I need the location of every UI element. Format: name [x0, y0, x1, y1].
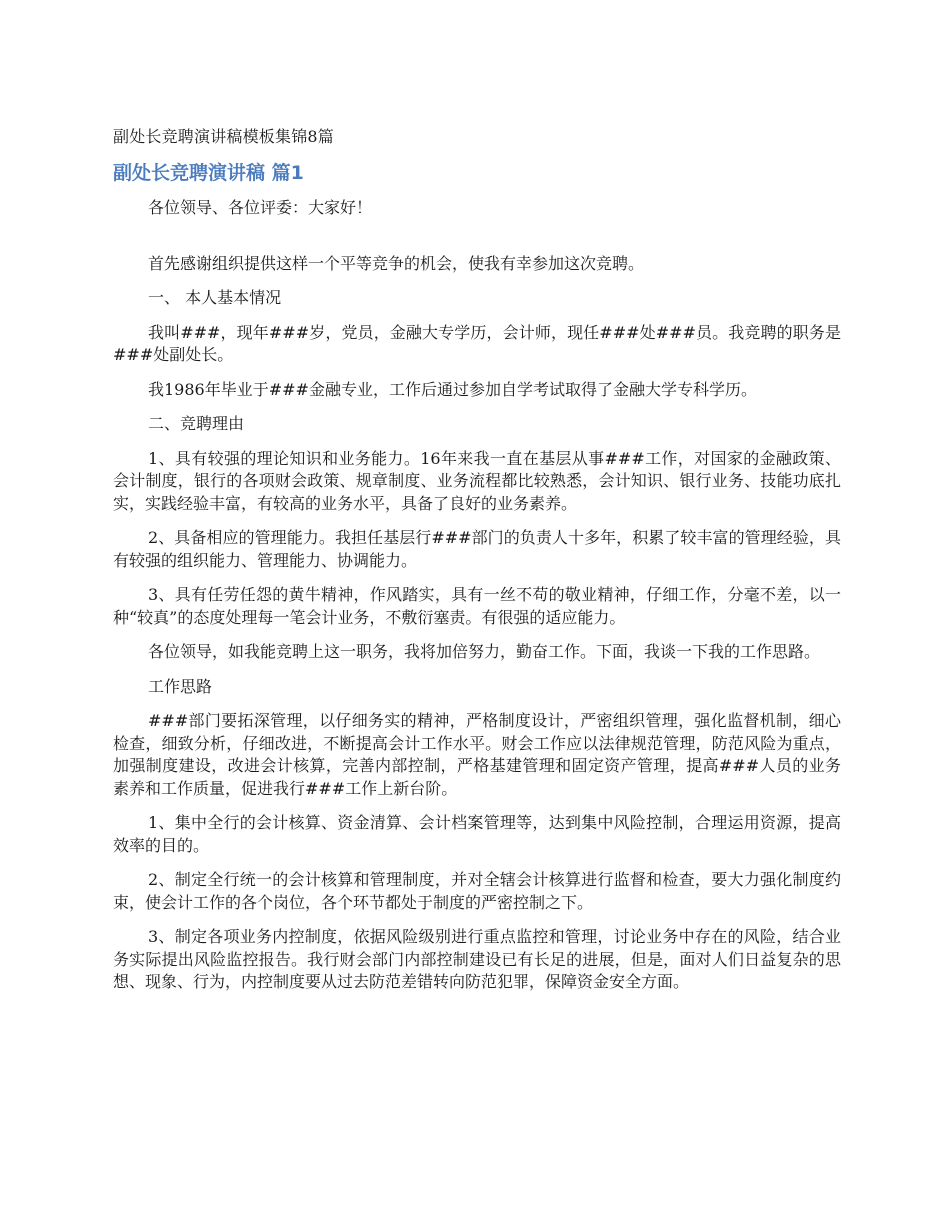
paragraph-greeting: 各位领导、各位评委：大家好！ — [148, 198, 373, 217]
paragraph-education: 我1986年毕业于###金融专业，工作后通过参加自学考试取得了金融大学专科学历。 — [148, 379, 757, 399]
paragraph-reason-2: 2、具备相应的管理能力。我担任基层行###部门的负责人十多年，积累了较丰富的管理经验，具有较强的组织能力、管理能力、协调能力。 — [113, 528, 841, 570]
paragraph-heading-basic-info: 一、 本人基本情况 — [148, 288, 282, 307]
paragraph-work-plan: ###部门要拓深管理，以仔细务实的精神，严格制度设计，严密组织管理，强化监督机制，细心检查，细致分析，仔细改进，不断提高会计工作水平。财会工作应以法律规范管理，防范风险为重点，加强制度建设，改进会计核算，完善内部控制，严格基建管理和固定资产管理，提高###人员的业务素养和工作质量，促进我行###工作上新台阶。 — [113, 711, 841, 798]
paragraph-transition: 各位领导，如我能竞聘上这一职务，我将加倍努力，勤奋工作。下面，我谈一下我的工作思路。 — [148, 642, 821, 661]
paragraph-reason-1: 1、具有较强的理论知识和业务能力。16年来我一直在基层从事###工作，对国家的金融政策、会计制度，银行的各项财会政策、规章制度、业务流程都比较熟悉，会计知识、银行业务、技能功底扎实，实践经验丰富，有较高的业务水平，具备了良好的业务素养。 — [113, 448, 841, 513]
paragraph-heading-work-plan: 工作思路 — [148, 676, 213, 696]
paragraph-basic-info: 我叫###，现年###岁，党员，金融大专学历，会计师，现任###处###员。我竞聘的职务是###处副处长。 — [113, 322, 841, 364]
paragraph-plan-3: 3、制定各项业务内控制度，依据风险级别进行重点监控和管理，讨论业务中存在的风险，结合业务实际提出风险监控报告。我行财会部门内部控制建设已有长足的进展，但是，面对人们日益复杂的思想、现象、行为，内控制度要从过去防范差错转向防范犯罪，保障资金安全方面。 — [113, 927, 841, 991]
document-title: 副处长竞聘演讲稿模板集锦8篇 — [113, 127, 334, 146]
paragraph-plan-2: 2、制定全行统一的会计核算和管理制度，并对全辖会计核算进行监督和检查，要大力强化制度约束，使会计工作的各个岗位，各个环节都处于制度的严密控制之下。 — [113, 870, 841, 912]
paragraph-intro: 首先感谢组织提供这样一个平等竞争的机会，使我有幸参加这次竞聘。 — [148, 253, 645, 273]
paragraph-heading-reasons: 二、竞聘理由 — [148, 414, 245, 433]
section-heading: 副处长竞聘演讲稿 篇1 — [113, 162, 304, 184]
paragraph-reason-3: 3、具有任劳任怨的黄牛精神，作风踏实，具有一丝不苟的敬业精神，仔细工作，分毫不差，以一种“较真”的态度处理每一笔会计业务，不敷衍塞责。有很强的适应能力。 — [113, 585, 841, 627]
paragraph-plan-1: 1、集中全行的会计核算、资金清算、会计档案管理等，达到集中风险控制，合理运用资源，提高效率的目的。 — [113, 813, 841, 855]
document-page — [113, 124, 841, 1006]
